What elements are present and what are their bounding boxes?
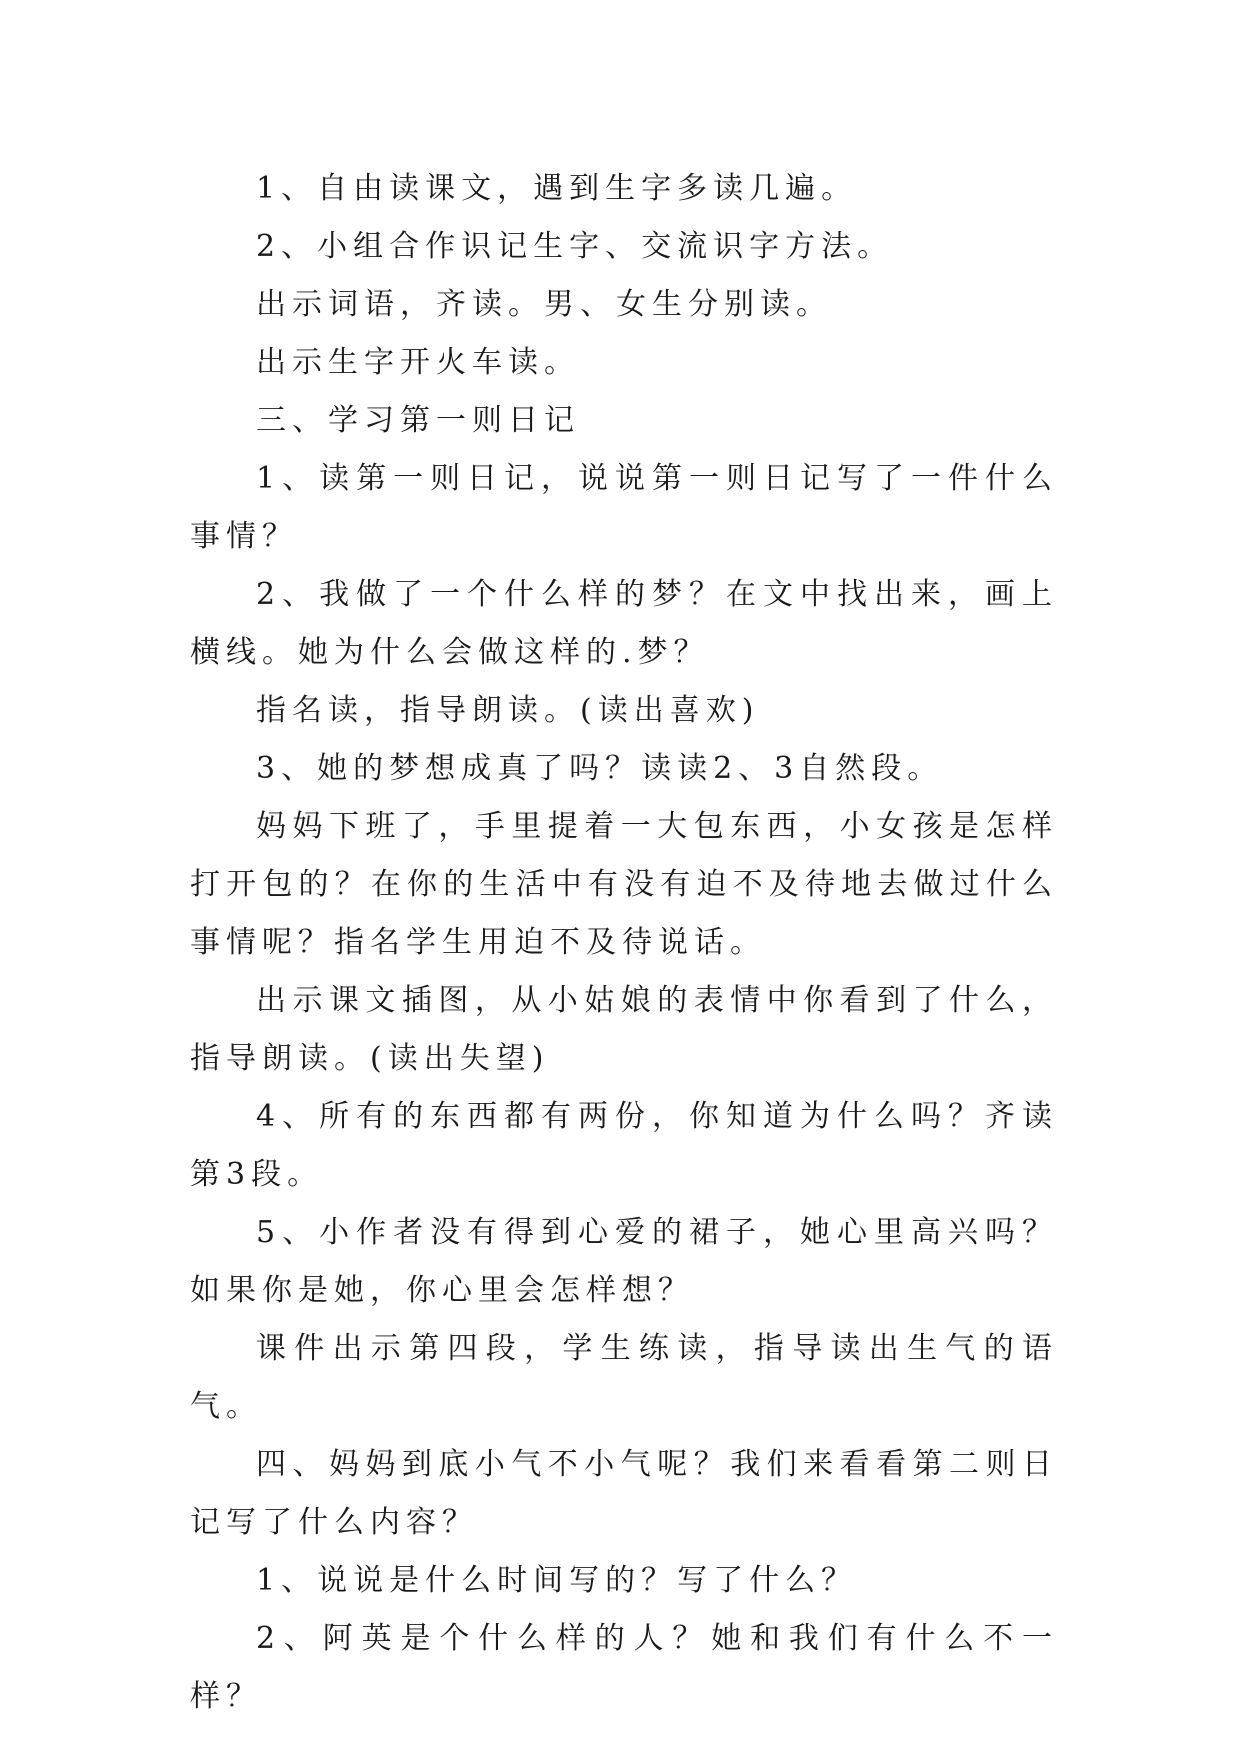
paragraph: 妈妈下班了，手里提着一大包东西，小女孩是怎样打开包的？在你的生活中有没有迫不及待地去做过什么事情呢？指名学生用迫不及待说话。 bbox=[190, 809, 1058, 960]
paragraph: 出示课文插图，从小姑娘的表情中你看到了什么，指导朗读。(读出失望) bbox=[190, 983, 1058, 1076]
paragraph: 1、读第一则日记，说说第一则日记写了一件什么事情？ bbox=[190, 461, 1058, 554]
paragraph: 1、自由读课文，遇到生字多读几遍。 bbox=[256, 171, 858, 206]
paragraph: 出示生字开火车读。 bbox=[256, 345, 580, 380]
paragraph: 1、说说是什么时间写的？写了什么？ bbox=[256, 1563, 858, 1598]
paragraph: 课件出示第四段，学生练读，指导读出生气的语气。 bbox=[190, 1331, 1058, 1424]
paragraph: 4、所有的东西都有两份，你知道为什么吗？齐读第3段。 bbox=[190, 1099, 1058, 1192]
paragraph: 出示词语，齐读。男、女生分别读。 bbox=[256, 287, 832, 322]
paragraph: 5、小作者没有得到心爱的裙子，她心里高兴吗？如果你是她，你心里会怎样想？ bbox=[190, 1215, 1058, 1308]
paragraph: 2、我做了一个什么样的梦？在文中找出来，画上横线。她为什么会做这样的.梦？ bbox=[190, 577, 1058, 670]
section-heading: 四、妈妈到底小气不小气呢？我们来看看第二则日记写了什么内容？ bbox=[190, 1447, 1058, 1540]
paragraph: 指名读，指导朗读。(读出喜欢) bbox=[256, 693, 760, 728]
document-body bbox=[190, 160, 1058, 1726]
section-heading: 三、学习第一则日记 bbox=[256, 403, 580, 438]
paragraph: 3、她的梦想成真了吗？读读2、3自然段。 bbox=[256, 751, 944, 786]
paragraph: 2、阿英是个什么样的人？她和我们有什么不一样？ bbox=[190, 1621, 1058, 1714]
paragraph: 2、小组合作识记生字、交流识字方法。 bbox=[256, 229, 894, 264]
